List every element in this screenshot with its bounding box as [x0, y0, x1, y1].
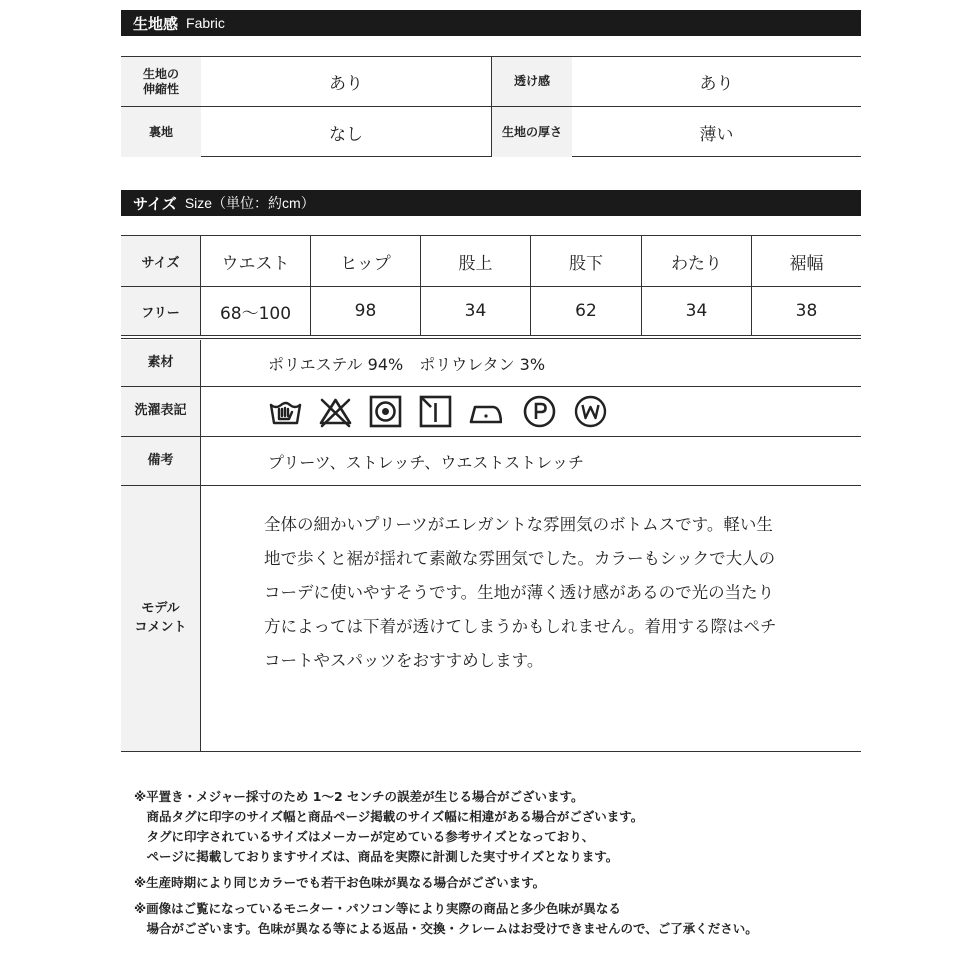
stretch-label: 生地の 伸縮性: [121, 57, 201, 106]
care-row: [121, 387, 861, 437]
size-value-inseam: 62: [531, 287, 642, 335]
comment-row: [121, 486, 861, 752]
sheer-label: 透け感: [492, 57, 572, 106]
remarks-row: [121, 437, 861, 486]
size-header-rise: 股上: [421, 236, 531, 286]
hand-wash-icon: [269, 395, 302, 428]
size-header-hem: 裾幅: [789, 253, 824, 274]
size-value-size: フリー: [121, 287, 201, 335]
size-title-en: Size（単位：約cm）: [184, 195, 315, 211]
low-iron-icon: [469, 395, 502, 428]
size-value-rise: 34: [421, 287, 531, 335]
size-header-size: サイズ: [121, 236, 201, 286]
note-monitor: ※画像はご覧になっているモニター・パソコン等により実際の商品と多少色味が異なる 場合がございます。色味が異なる等による返品・交換・クレームはお受けできませんので、ご了承ください。: [134, 901, 758, 936]
wet-clean-w-icon: [574, 395, 607, 428]
note-measurement: ※平置き・メジャー採寸のため 1〜2 センチの誤差が生じる場合がございます。 商品タグに印字のサイズ幅と商品ページ掲載のサイズ幅に相違がある場合がございます。 タグに印字されているサイズはメーカーが定めている参考サイズとなっており、 ページに掲載しておりますサイズは、商品を実際に計測した実寸サイズとなります。: [134, 789, 644, 864]
material-row: [121, 340, 861, 387]
column-divider: [491, 57, 492, 157]
tumble-dry-icon: [369, 395, 402, 428]
thickness-label: 生地の厚さ: [492, 107, 572, 157]
size-table: [121, 235, 861, 336]
size-header-waist: ウエスト: [201, 236, 311, 286]
sheer-value: あり: [699, 74, 734, 94]
fabric-title-ja: 生地感: [133, 14, 179, 33]
fabric-section-header: [121, 10, 861, 36]
dry-clean-p-icon: [523, 395, 556, 428]
size-header-inseam: 股下: [531, 236, 642, 286]
fabric-table: [121, 56, 861, 157]
stretch-value: あり: [329, 74, 363, 94]
size-value-hip: 98: [311, 287, 421, 335]
line-dry-shade-icon: [419, 395, 452, 428]
material-value: ポリエステル 94% ポリウレタン 3%: [268, 354, 546, 374]
size-value-hem: 38: [795, 301, 818, 321]
lining-label: 裏地: [121, 107, 201, 157]
care-icons: [269, 395, 624, 428]
size-header-hip: ヒップ: [311, 236, 421, 286]
comment-label: モデル コメント: [121, 486, 201, 751]
size-header-thigh: わたり: [642, 236, 752, 286]
material-label: 素材: [121, 340, 201, 386]
care-label: 洗濯表記: [121, 387, 201, 436]
no-bleach-icon: [319, 395, 352, 428]
size-title-ja: サイズ: [133, 194, 177, 213]
lining-value: なし: [329, 124, 363, 145]
remarks-value: プリーツ、ストレッチ、ウエストストレッチ: [268, 452, 585, 472]
info-table: [121, 338, 861, 752]
size-section-header: [121, 190, 861, 216]
size-value-waist: 68〜100: [201, 287, 311, 335]
notes: [134, 787, 874, 945]
size-value-thigh: 34: [642, 287, 752, 335]
thickness-value: 薄い: [699, 124, 734, 145]
note-color-variation: ※生産時期により同じカラーでも若干お色味が異なる場合がございます。: [134, 875, 546, 890]
fabric-title-en: Fabric: [186, 15, 225, 31]
remarks-label: 備考: [121, 437, 201, 485]
comment-text: 全体の細かいプリーツがエレガントな雰囲気のボトムスです。軽い生 地で歩くと裾が揺れて素敵な雰囲気でした。カラーもシックで大人の コーデに使いやすそうです。生地が薄く透け感があるので光の当たり 方によっては下着が透けてしまうかもしれません。着用する際はペチ コートやスパッツをおすすめします。: [264, 515, 777, 670]
